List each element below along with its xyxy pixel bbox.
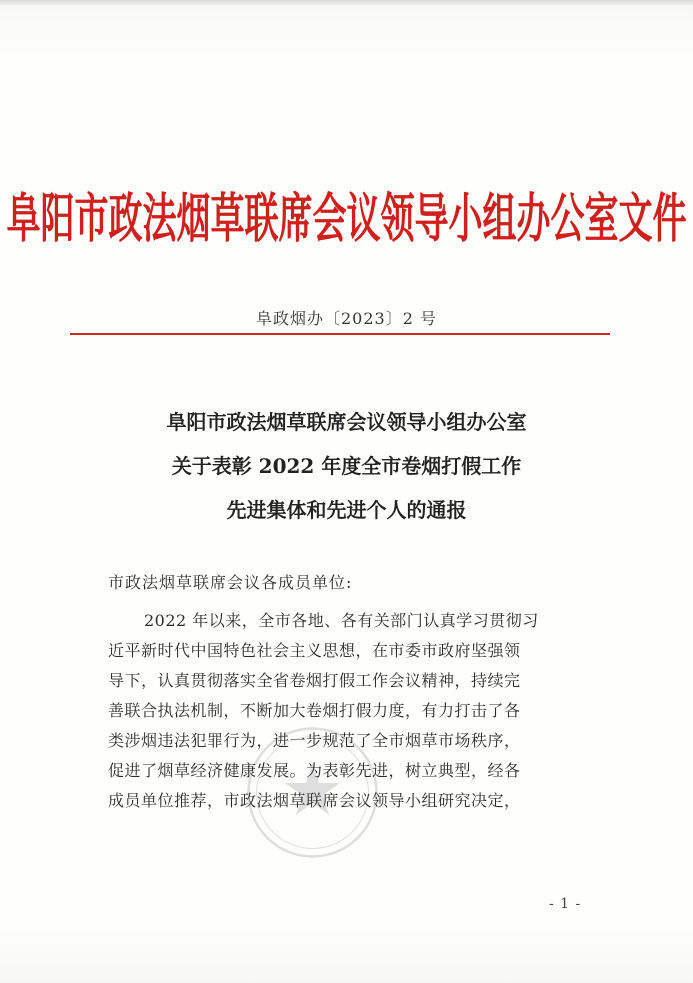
notice-title-line: 关于表彰 2022 年度全市卷烟打假工作: [171, 454, 522, 478]
red-divider-line: [70, 333, 610, 335]
notice-title-line: 先进集体和先进个人的通报: [226, 498, 467, 522]
document-number: 阜政烟办〔2023〕2 号: [256, 309, 437, 328]
body-line: 成员单位推荐，市政法烟草联席会议领导小组研究决定，: [108, 791, 521, 810]
body-line: 善联合执法机制，不断加大卷烟打假力度，有力打击了各: [108, 701, 521, 720]
notice-title-line: 阜阳市政法烟草联席会议领导小组办公室: [166, 410, 527, 434]
body-line: 促进了烟草经济健康发展。为表彰先进，树立典型，经各: [108, 761, 521, 780]
page-number: - 1 -: [549, 896, 582, 912]
scan-edge: [0, 0, 693, 6]
body-line: 2022 年以来，全市各地、各有关部门认真学习贯彻习: [144, 611, 539, 630]
salutation: 市政法烟草联席会议各成员单位:: [108, 573, 353, 592]
body-line: 类涉烟违法犯罪行为，进一步规范了全市烟草市场秩序，: [108, 731, 521, 750]
notice-title: [0, 400, 693, 532]
notice-body: [108, 606, 594, 816]
body-line: 近平新时代中国特色社会主义思想，在市委市政府坚强领: [108, 641, 521, 660]
red-header-title: 阜阳市政法烟草联席会议领导小组办公室文件: [6, 188, 687, 251]
body-line: 导下，认真贯彻落实全省卷烟打假工作会议精神，持续完: [108, 671, 521, 690]
